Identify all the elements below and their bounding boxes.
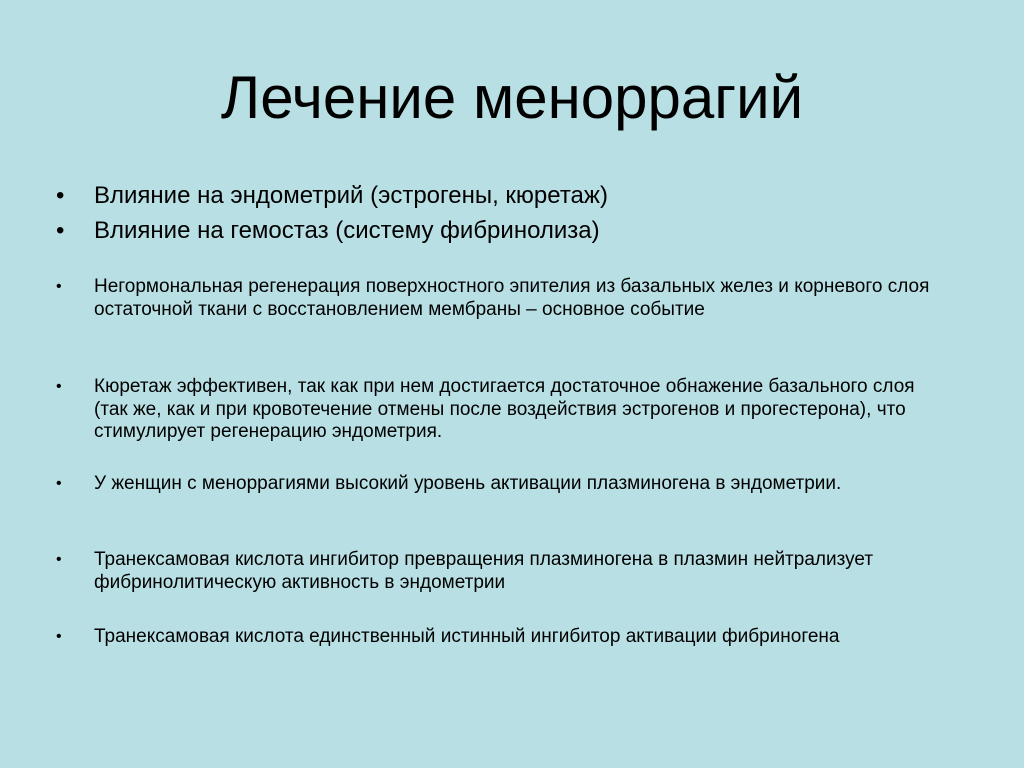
bullet-marker: •	[56, 628, 62, 645]
bullet-text: Транексамовая кислота единственный истинный ингибитор активации фибриногена	[94, 626, 840, 647]
bullet-marker: •	[56, 378, 62, 395]
bullet-text: Негормональная регенерация поверхностного эпителия из базальных желез и корневого слоя остаточной ткани с восстановлением мембраны – основное событие	[94, 276, 930, 320]
bullet-marker: •	[56, 475, 62, 492]
bullet-text: Кюретаж эффективен, так как при нем достигается достаточное обнажение базального слоя (так же, как и при кровотечение отмены после воздействия эстрогенов и прогестерона), что стимулирует регенерацию эндометрия.	[94, 376, 915, 442]
bullet-text: Влияние на гемостаз (систему фибринолиза)	[94, 217, 600, 244]
bullet-text: Транексамовая кислота ингибитор превращения плазминогена в плазмин нейтрализует фибринолитическую активность в эндометрии	[94, 549, 874, 593]
bullet-text: Влияние на эндометрий (эстрогены, кюретаж)	[94, 182, 608, 209]
bullet-marker: •	[56, 278, 62, 295]
bullet-marker: •	[56, 217, 65, 244]
bullet-text: У женщин с меноррагиями высокий уровень активации плазминогена в эндометрии.	[94, 473, 842, 494]
slide-title: Лечение меноррагий	[220, 64, 804, 131]
bullet-marker: •	[56, 551, 62, 568]
bullet-marker: •	[56, 182, 65, 209]
